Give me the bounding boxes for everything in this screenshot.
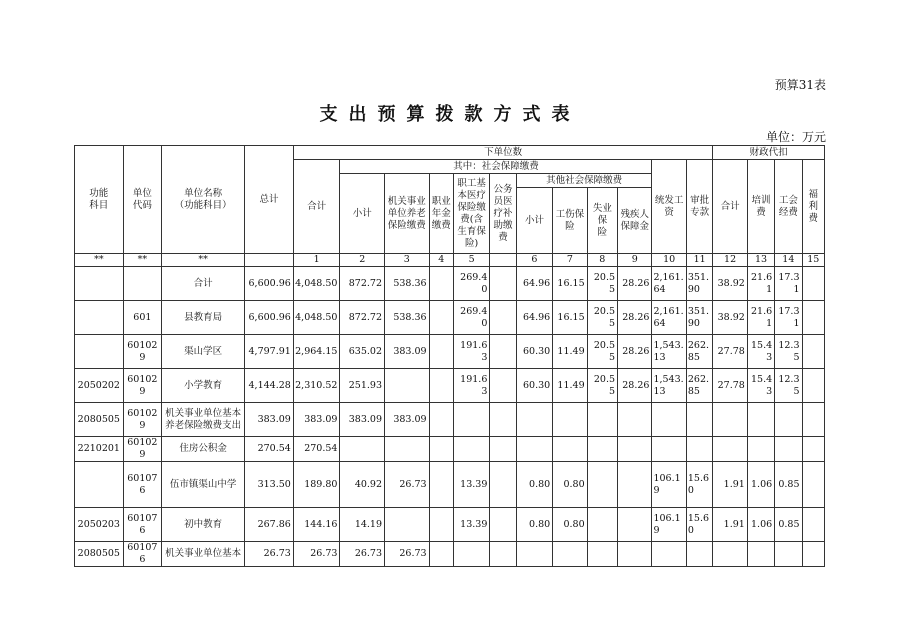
header-training: 培训 费 — [747, 160, 774, 254]
table-cell: 383.09 — [385, 335, 430, 369]
index-cell: 1 — [293, 254, 340, 267]
index-cell: 14 — [775, 254, 802, 267]
table-cell: 17.31 — [775, 267, 802, 301]
table-cell: 26.73 — [385, 462, 430, 508]
table-cell: 1.91 — [713, 462, 747, 508]
table-cell: 144.16 — [293, 508, 340, 542]
table-cell — [385, 369, 430, 403]
table-cell: 21.61 — [747, 301, 774, 335]
table-cell — [652, 403, 686, 437]
index-cell — [245, 254, 294, 267]
table-cell — [802, 437, 825, 462]
header-fiscal-total: 合计 — [713, 160, 747, 254]
table-cell — [802, 335, 825, 369]
table-cell — [516, 437, 552, 462]
header-unemployment-insurance: 失业保 险 — [587, 188, 617, 254]
table-cell: 351. 90 — [686, 301, 712, 335]
index-cell: 10 — [652, 254, 686, 267]
table-cell — [553, 542, 587, 567]
index-cell: 2 — [340, 254, 385, 267]
table-cell — [686, 403, 712, 437]
table-cell: 106.19 — [652, 462, 686, 508]
table-cell — [587, 508, 617, 542]
table-cell: 小学教育 — [162, 369, 245, 403]
table-cell: 机关事业单位基本 养老保险缴费支出 — [162, 403, 245, 437]
table-cell — [802, 542, 825, 567]
header-other-subtotal: 小计 — [516, 188, 552, 254]
index-cell: ** — [75, 254, 124, 267]
table-cell: 4,048.50 — [293, 301, 340, 335]
table-cell: 601076 — [123, 542, 162, 567]
header-func-code: 功能 科目 — [75, 146, 124, 254]
table-cell: 383.09 — [293, 403, 340, 437]
table-cell: 4,048.50 — [293, 267, 340, 301]
table-cell — [618, 403, 652, 437]
table-cell: 2210201 — [75, 437, 124, 462]
table-cell — [429, 437, 453, 462]
table-cell — [75, 267, 124, 301]
header-disability-fund: 残疾人 保障金 — [618, 188, 652, 254]
table-cell: 313.50 — [245, 462, 294, 508]
table-cell: 6,600.96 — [245, 301, 294, 335]
table-cell: 0.80 — [553, 508, 587, 542]
table-cell — [429, 508, 453, 542]
table-cell: 初中教育 — [162, 508, 245, 542]
table-row — [75, 267, 825, 301]
header-total: 总计 — [245, 146, 294, 254]
table-cell: 住房公积金 — [162, 437, 245, 462]
header-medical-insurance: 职工基 本医疗 保险缴 费(含 生育保 险) — [453, 174, 489, 254]
table-cell — [490, 508, 516, 542]
table-cell: 渠山学区 — [162, 335, 245, 369]
table-cell: 635.02 — [340, 335, 385, 369]
table-cell: 0.85 — [775, 462, 802, 508]
table-cell: 2,161. 64 — [652, 267, 686, 301]
table-row — [75, 403, 825, 437]
table-cell: 270.54 — [293, 437, 340, 462]
table-cell: 383.09 — [385, 403, 430, 437]
table-cell: 2,964.15 — [293, 335, 340, 369]
table-cell: 6,600.96 — [245, 267, 294, 301]
unit-label: 单位：万元 — [765, 130, 826, 144]
budget-table — [74, 145, 825, 567]
table-cell: 县教育局 — [162, 301, 245, 335]
table-row — [75, 335, 825, 369]
table-cell — [713, 403, 747, 437]
table-row — [75, 301, 825, 335]
table-cell: 17.31 — [775, 301, 802, 335]
table-cell: 1.06 — [747, 462, 774, 508]
table-cell: 1,543. 13 — [652, 335, 686, 369]
table-cell — [429, 335, 453, 369]
table-cell — [429, 369, 453, 403]
table-cell: 26.73 — [340, 542, 385, 567]
table-cell — [490, 301, 516, 335]
table-cell: 38.92 — [713, 301, 747, 335]
table-cell: 60.30 — [516, 335, 552, 369]
header-lower-unit: 下单位数 — [293, 146, 713, 160]
table-cell — [490, 437, 516, 462]
table-cell: 26.73 — [385, 542, 430, 567]
header-unit-code: 单位 代码 — [123, 146, 162, 254]
table-cell: 27.78 — [713, 369, 747, 403]
table-cell: 191.63 — [453, 335, 489, 369]
table-cell: 601076 — [123, 462, 162, 508]
table-cell: 13.39 — [453, 462, 489, 508]
table-cell — [775, 403, 802, 437]
table-cell: 0.80 — [516, 508, 552, 542]
table-cell: 2050203 — [75, 508, 124, 542]
table-row — [75, 369, 825, 403]
table-cell — [429, 403, 453, 437]
table-cell: 1.06 — [747, 508, 774, 542]
table-cell: 28.26 — [618, 335, 652, 369]
table-cell — [713, 437, 747, 462]
table-cell — [453, 437, 489, 462]
table-cell: 26.73 — [245, 542, 294, 567]
table-cell: 269.40 — [453, 267, 489, 301]
table-cell: 0.85 — [775, 508, 802, 542]
table-cell: 11.49 — [553, 369, 587, 403]
table-cell: 12.35 — [775, 335, 802, 369]
header-occupational-annuity: 职业 年金 缴费 — [429, 174, 453, 254]
index-cell: 6 — [516, 254, 552, 267]
index-cell: ** — [162, 254, 245, 267]
header-fiscal-withholding: 财政代扣 — [713, 146, 825, 160]
header-approval-special: 审批 专款 — [686, 160, 712, 254]
table-cell: 601 — [123, 301, 162, 335]
table-cell — [775, 437, 802, 462]
table-cell — [618, 437, 652, 462]
table-cell: 16.15 — [553, 301, 587, 335]
header-other-social: 其他社会保障缴费 — [516, 174, 652, 188]
table-cell: 2080505 — [75, 403, 124, 437]
table-cell: 28.26 — [618, 267, 652, 301]
table-cell — [587, 437, 617, 462]
table-cell: 262. 85 — [686, 369, 712, 403]
table-cell — [802, 267, 825, 301]
index-cell: 4 — [429, 254, 453, 267]
table-cell: 20.55 — [587, 369, 617, 403]
table-row — [75, 437, 825, 462]
table-cell — [802, 508, 825, 542]
table-cell — [713, 542, 747, 567]
header-unit-name: 单位名称 （功能科目） — [162, 146, 245, 254]
table-cell — [385, 437, 430, 462]
table-cell — [802, 403, 825, 437]
table-cell — [747, 403, 774, 437]
table-cell: 601029 — [123, 403, 162, 437]
table-cell — [75, 335, 124, 369]
table-cell: 27.78 — [713, 335, 747, 369]
header-small-total: 小计 — [340, 174, 385, 254]
table-cell — [652, 542, 686, 567]
table-cell: 1,543. 13 — [652, 369, 686, 403]
table-cell — [618, 462, 652, 508]
table-cell: 0.80 — [553, 462, 587, 508]
table-cell — [652, 437, 686, 462]
table-row — [75, 542, 825, 567]
table-cell: 1.91 — [713, 508, 747, 542]
table-cell — [490, 403, 516, 437]
table-cell: 4,144.28 — [245, 369, 294, 403]
table-cell: 601076 — [123, 508, 162, 542]
table-cell: 60.30 — [516, 369, 552, 403]
table-cell: 15.43 — [747, 369, 774, 403]
table-cell — [429, 462, 453, 508]
index-cell: 3 — [385, 254, 430, 267]
table-cell: 15.6 0 — [686, 462, 712, 508]
table-cell: 191.63 — [453, 369, 489, 403]
table-row — [75, 508, 825, 542]
index-cell: ** — [123, 254, 162, 267]
table-cell: 2050202 — [75, 369, 124, 403]
table-cell: 20.55 — [587, 335, 617, 369]
page-title: 支出预算拨款方式表 — [319, 104, 581, 125]
table-cell — [686, 437, 712, 462]
header-of-which-social: 其中：社会保障缴费 — [340, 160, 652, 174]
table-cell: 26.73 — [293, 542, 340, 567]
table-cell: 20.55 — [587, 267, 617, 301]
table-cell — [587, 462, 617, 508]
table-cell: 合计 — [162, 267, 245, 301]
table-cell: 267.86 — [245, 508, 294, 542]
table-cell — [75, 301, 124, 335]
table-cell: 4,797.91 — [245, 335, 294, 369]
table-cell — [618, 508, 652, 542]
table-cell: 601029 — [123, 335, 162, 369]
table-cell: 270.54 — [245, 437, 294, 462]
table-cell: 15.43 — [747, 335, 774, 369]
table-cell: 538.36 — [385, 301, 430, 335]
header-injury-insurance: 工伤保 险 — [553, 188, 587, 254]
index-cell: 13 — [747, 254, 774, 267]
table-cell: 16.15 — [553, 267, 587, 301]
header-unified-salary: 统发工 资 — [652, 160, 686, 254]
table-cell — [490, 369, 516, 403]
table-cell — [490, 335, 516, 369]
table-cell — [747, 542, 774, 567]
table-cell — [123, 267, 162, 301]
header-welfare: 福 利 费 — [802, 160, 825, 254]
table-cell: 251.93 — [340, 369, 385, 403]
table-cell — [587, 403, 617, 437]
table-cell: 2,161. 64 — [652, 301, 686, 335]
table-cell — [553, 437, 587, 462]
table-cell — [618, 542, 652, 567]
table-cell: 40.92 — [340, 462, 385, 508]
index-cell — [490, 254, 516, 267]
table-cell: 872.72 — [340, 301, 385, 335]
header-subtotal: 合计 — [293, 160, 340, 254]
table-row — [75, 462, 825, 508]
table-cell: 15.6 0 — [686, 508, 712, 542]
table-cell: 28.26 — [618, 369, 652, 403]
table-cell — [516, 403, 552, 437]
form-number: 预算31表 — [774, 78, 826, 92]
table-cell — [429, 267, 453, 301]
table-cell: 21.61 — [747, 267, 774, 301]
table-cell: 383.09 — [245, 403, 294, 437]
index-row — [75, 254, 825, 267]
table-cell — [453, 542, 489, 567]
table-cell: 2080505 — [75, 542, 124, 567]
index-cell: 12 — [713, 254, 747, 267]
table-cell: 机关事业单位基本 — [162, 542, 245, 567]
table-cell: 64.96 — [516, 301, 552, 335]
table-cell: 189.80 — [293, 462, 340, 508]
table-cell: 106.19 — [652, 508, 686, 542]
table-cell — [429, 301, 453, 335]
table-cell: 269.40 — [453, 301, 489, 335]
table-cell — [429, 542, 453, 567]
table-cell: 11.49 — [553, 335, 587, 369]
table-cell: 14.19 — [340, 508, 385, 542]
index-cell: 8 — [587, 254, 617, 267]
table-cell — [490, 462, 516, 508]
table-cell: 262. 85 — [686, 335, 712, 369]
table-cell: 0.80 — [516, 462, 552, 508]
table-cell — [516, 542, 552, 567]
table-cell — [385, 508, 430, 542]
table-cell: 64.96 — [516, 267, 552, 301]
index-cell: 15 — [802, 254, 825, 267]
table-cell — [802, 301, 825, 335]
table-cell: 351. 90 — [686, 267, 712, 301]
header-union-fee: 工会 经费 — [775, 160, 802, 254]
table-cell — [490, 542, 516, 567]
table-cell — [802, 462, 825, 508]
table-cell — [453, 403, 489, 437]
table-cell — [340, 437, 385, 462]
table-cell: 2,310.52 — [293, 369, 340, 403]
table-cell: 13.39 — [453, 508, 489, 542]
table-cell — [802, 369, 825, 403]
table-cell: 20.55 — [587, 301, 617, 335]
table-cell: 38.92 — [713, 267, 747, 301]
table-cell — [553, 403, 587, 437]
header-civil-servant-medical: 公务 员医 疗补 助缴 费 — [490, 174, 516, 254]
table-cell: 383.09 — [340, 403, 385, 437]
table-cell — [686, 542, 712, 567]
index-cell: 11 — [686, 254, 712, 267]
index-cell: 5 — [453, 254, 489, 267]
table-cell: 12.35 — [775, 369, 802, 403]
table-cell — [775, 542, 802, 567]
table-cell: 872.72 — [340, 267, 385, 301]
header-org-pension: 机关事业 单位养老 保险缴费 — [385, 174, 430, 254]
table-cell: 28.26 — [618, 301, 652, 335]
table-cell: 601029 — [123, 437, 162, 462]
index-cell: 9 — [618, 254, 652, 267]
table-cell: 538.36 — [385, 267, 430, 301]
table-cell — [747, 437, 774, 462]
table-cell — [587, 542, 617, 567]
table-cell — [75, 462, 124, 508]
index-cell: 7 — [553, 254, 587, 267]
table-cell: 601029 — [123, 369, 162, 403]
table-cell: 伍市镇渠山中学 — [162, 462, 245, 508]
table-cell — [490, 267, 516, 301]
